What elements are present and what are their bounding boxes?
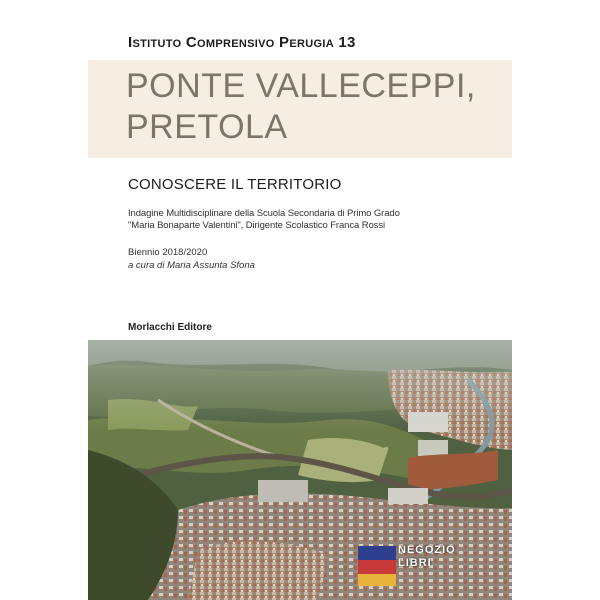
watermark-logo	[358, 536, 478, 596]
book-title	[126, 66, 476, 148]
title-band	[88, 60, 512, 158]
book-title-line-2: PRETOLA	[126, 108, 288, 146]
book-description	[128, 208, 400, 232]
watermark-line-1: NEGOZIO	[398, 544, 456, 556]
book-title-line-1: PONTE VALLECEPPI,	[126, 67, 476, 105]
aerial-photo	[88, 340, 512, 600]
description-line-2: "Maria Bonaparte Valentini", Dirigente Scolastico Franca Rossi	[128, 220, 385, 231]
watermark-text	[398, 544, 456, 570]
series-title: Istituto Comprensivo Perugia 13	[128, 34, 356, 51]
book-curator: a cura di Maria Assunta Sfona	[128, 260, 255, 271]
description-line-1: Indagine Multidisciplinare della Scuola Secondaria di Primo Grado	[128, 208, 400, 219]
book-period: Biennio 2018/2020	[128, 247, 208, 258]
book-cover	[88, 0, 512, 600]
publisher-name: Morlacchi Editore	[128, 322, 212, 333]
book-period-block	[128, 246, 255, 272]
watermark-line-2: LIBRI	[398, 557, 432, 569]
book-subtitle: CONOSCERE IL TERRITORIO	[128, 176, 342, 193]
